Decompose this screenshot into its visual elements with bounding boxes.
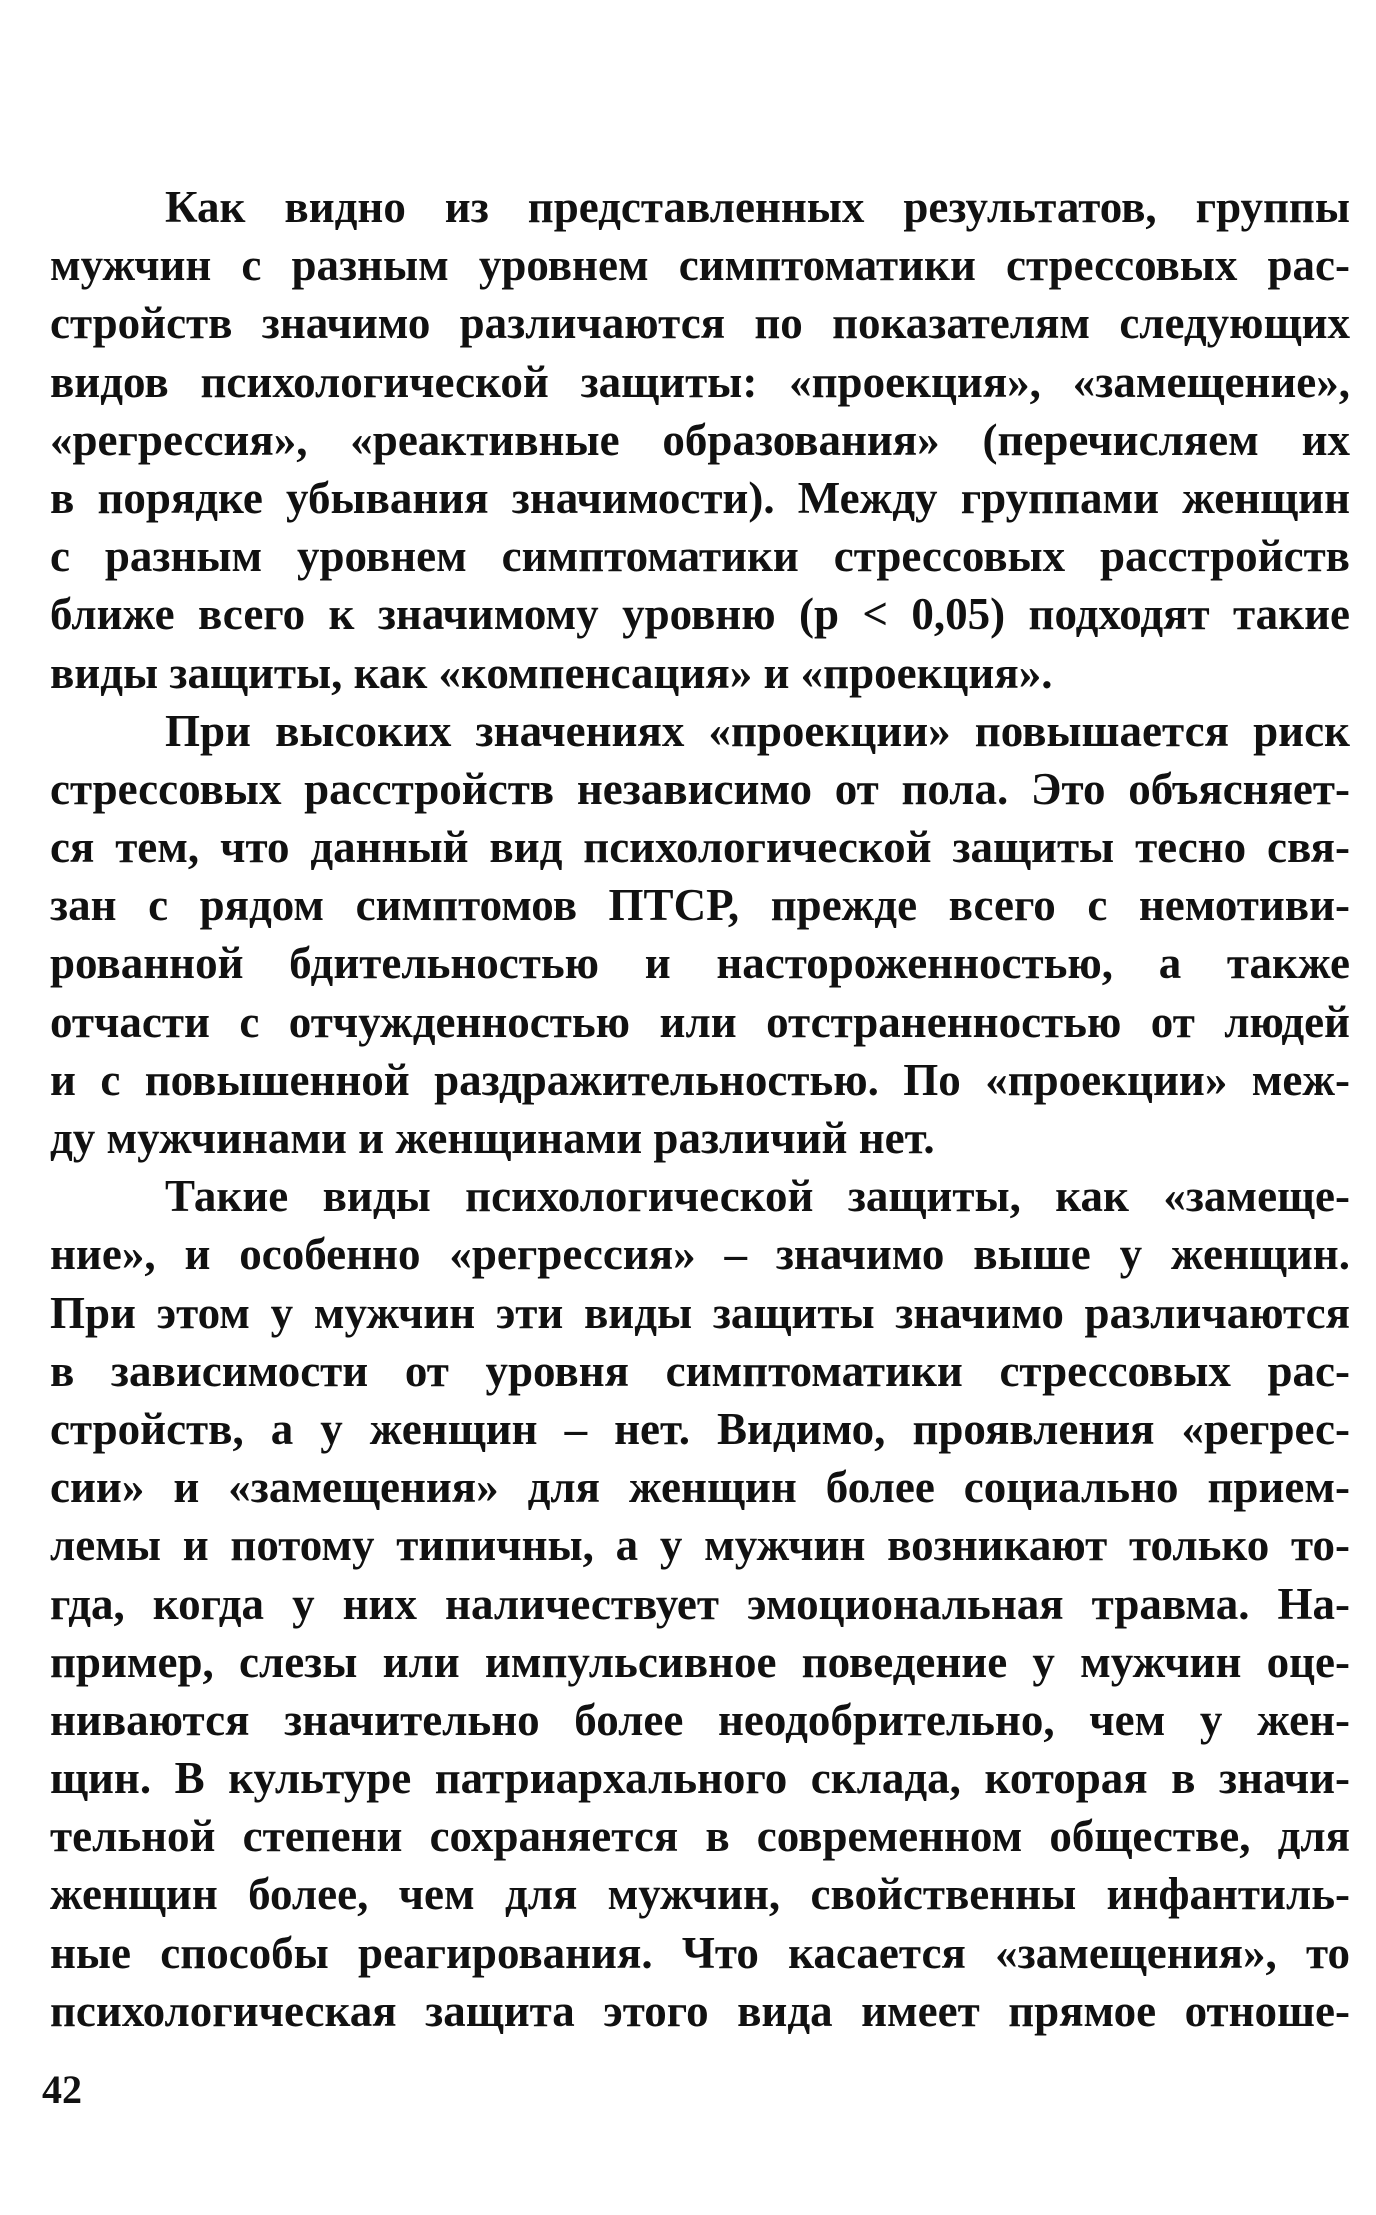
text-line: ся тем, что данный вид психологической защиты тесно свя-: [50, 822, 1350, 873]
text-line: и с повышенной раздражительностью. По «проекции» меж-: [50, 1054, 1350, 1105]
text-line: стройств значимо различаются по показателям следующих: [50, 298, 1350, 349]
text-line: психологическая защита этого вида имеет прямое отноше-: [50, 1985, 1350, 2036]
text-line: гда, когда у них наличествует эмоциональная травма. На-: [50, 1578, 1350, 1629]
text-line: в зависимости от уровня симптоматики стрессовых рас-: [50, 1345, 1350, 1396]
body-text: [50, 178, 1350, 2040]
text-line: виды защиты, как «компенсация» и «проекция».: [50, 647, 1053, 698]
text-line: ближе всего к значимому уровню (p < 0,05) подходят такие: [50, 589, 1350, 640]
text-line: «регрессия», «реактивные образования» (перечисляем их: [50, 414, 1350, 465]
text-line: лемы и потому типичны, а у мужчин возникают только то-: [50, 1520, 1350, 1571]
paragraph-1: [50, 178, 1350, 702]
text-line: пример, слезы или импульсивное поведение у мужчин оце-: [50, 1636, 1350, 1687]
text-line: женщин более, чем для мужчин, свойственны инфантиль-: [50, 1869, 1350, 1920]
text-line: стройств, а у женщин – нет. Видимо, проявления «регрес-: [50, 1403, 1350, 1454]
text-line: ные способы реагирования. Что касается «замещения», то: [50, 1927, 1350, 1978]
text-line: ние», и особенно «регрессия» – значимо выше у женщин.: [50, 1229, 1350, 1280]
text-line: При высоких значениях «проекции» повышается риск: [165, 705, 1350, 756]
text-line: При этом у мужчин эти виды защиты значимо различаются: [50, 1287, 1350, 1338]
text-line: Такие виды психологической защиты, как «замеще-: [165, 1171, 1350, 1222]
text-line: зан с рядом симптомов ПТСР, прежде всего с немотиви-: [50, 880, 1350, 931]
text-line: отчасти с отчужденностью или отстраненностью от людей: [50, 996, 1350, 1047]
text-line: рованной бдительностью и настороженностью, а также: [50, 938, 1350, 989]
text-line: с разным уровнем симптоматики стрессовых расстройств: [50, 531, 1350, 582]
paragraph-3: [50, 1167, 1350, 2040]
page-number: 42: [42, 2067, 82, 2112]
text-line: тельной степени сохраняется в современном обществе, для: [50, 1811, 1350, 1862]
text-line: в порядке убывания значимости). Между группами женщин: [50, 472, 1350, 523]
text-line: стрессовых расстройств независимо от пола. Это объясняет-: [50, 763, 1350, 814]
text-line: ду мужчинами и женщинами различий нет.: [50, 1113, 935, 1163]
text-line: сии» и «замещения» для женщин более социально прием-: [50, 1462, 1350, 1513]
text-line: мужчин с разным уровнем симптоматики стрессовых рас-: [50, 240, 1350, 291]
text-line: щин. В культуре патриархального склада, которая в значи-: [50, 1753, 1350, 1804]
text-line: Как видно из представленных результатов, группы: [165, 182, 1350, 232]
text-line: видов психологической защиты: «проекция», «замещение»,: [50, 356, 1350, 407]
text-line: ниваются значительно более неодобрительно, чем у жен-: [50, 1694, 1350, 1745]
paragraph-2: [50, 702, 1350, 1168]
